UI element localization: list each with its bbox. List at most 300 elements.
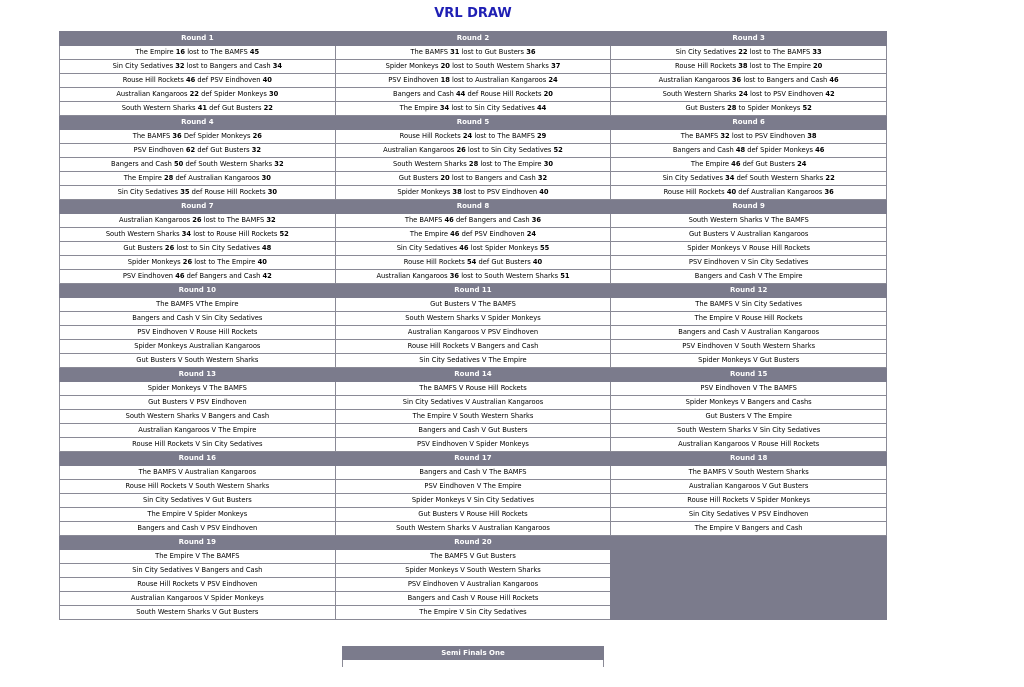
score-b: 42 [825,90,835,98]
game-cell [611,130,887,144]
game-row [60,340,887,354]
team-a: Sin City Sedatives [675,48,737,56]
game-cell [60,424,336,438]
team-a: South Western Sharks [662,90,737,98]
team-a: Rouse Hill Rockets [674,62,737,70]
team-a: The BAMFS [680,132,719,140]
score-a: 31 [450,48,460,56]
score-a: 40 [726,188,737,196]
team-a: Bangers and Cash [672,146,734,154]
game-cell [335,424,611,438]
score-a: 35 [180,188,190,196]
game-cell [611,214,887,228]
fixture-text: The Empire V South Western Sharks [412,412,534,420]
team-b: PSV Eindhoven [773,90,824,98]
team-a: Rouse Hill Rockets [122,76,184,84]
result-verb: lost to [461,48,483,56]
game-cell [611,410,887,424]
team-a: Australian Kangaroos [376,272,448,280]
game-cell [60,410,336,424]
fixture-text: Bangers and Cash V Sin City Sedatives [132,314,263,322]
team-a: Australian Kangaroos [658,76,730,84]
fixture-text: The Empire V Sin City Sedatives [419,608,527,616]
team-b: Australian Kangaroos [475,76,547,84]
fixture-text: Rouse Hill Rockets V South Western Sharks [125,482,270,490]
score-a: 46 [450,230,460,238]
result-verb: lost to [461,272,483,280]
result-verb: def [455,216,467,224]
game-cell [611,354,887,368]
game-cell [60,326,336,340]
result-verb: def [191,188,203,196]
score-b: 45 [249,48,260,56]
game-cell [611,522,887,536]
game-row [60,396,887,410]
team-b: Rouse Hill Rockets [480,90,542,98]
game-cell [335,172,611,186]
team-a: Rouse Hill Rockets [403,258,465,266]
score-a: 22 [738,48,748,56]
team-a: Gut Busters [398,174,439,182]
fixture-text: Gut Busters V Rouse Hill Rockets [418,510,528,518]
result-verb: lost to [749,62,771,70]
team-b: PSV Eindhoven [486,188,538,196]
team-a: South Western Sharks [105,230,180,238]
team-a: Rouse Hill Rockets [399,132,461,140]
team-b: South Western Sharks [749,174,824,182]
score-b: 36 [526,48,536,56]
result-verb: lost to [451,174,473,182]
score-b: 40 [539,188,549,196]
team-b: Sin City Sedatives [490,146,552,154]
fixture-text: The Empire V Bangers and Cash [694,524,803,532]
fixture-text: South Western Sharks V Sin City Sedatives [677,426,821,434]
team-b: Spider Monkeys [197,132,251,140]
score-b: 32 [266,216,276,224]
game-row [60,130,887,144]
score-a: 46 [175,272,185,280]
score-b: 55 [539,244,550,252]
team-b: Gut Busters [484,48,525,56]
game-cell [60,550,336,564]
game-cell [60,298,336,312]
game-row [60,466,887,480]
score-a: 54 [467,258,477,266]
game-row [60,88,887,102]
game-cell [60,102,336,116]
fixture-text: Bangers and Cash V Rouse Hill Rockets [407,594,539,602]
game-cell [335,606,611,620]
game-cell [611,508,887,522]
round-header: Round 20 [335,536,611,550]
game-cell [335,550,611,564]
fixture-text: Gut Busters V South Western Sharks [136,356,259,364]
team-a: The Empire [409,230,448,238]
game-cell [60,312,336,326]
game-cell [611,228,887,242]
game-cell [611,172,887,186]
round-header: Round 9 [611,200,887,214]
fixture-text: The Empire V Rouse Hill Rockets [694,314,803,322]
team-a: South Western Sharks [392,160,467,168]
score-a: 44 [456,90,466,98]
score-a: 34 [181,230,192,238]
fixture-text: The BAMFS V South Western Sharks [688,468,809,476]
score-a: 26 [192,216,202,224]
fixture-text: The Empire V Spider Monkeys [147,510,248,518]
fixture-text: Rouse Hill Rockets V Spider Monkeys [687,496,811,504]
score-a: 48 [735,146,746,154]
game-cell [60,228,336,242]
round-header: Round 4 [60,116,336,130]
team-b: The BAMFS [210,48,248,56]
game-row [60,298,887,312]
team-b: Spider Monkeys [484,244,538,252]
score-a: 24 [738,90,748,98]
game-cell [335,382,611,396]
team-b: Bangers and Cash [766,76,828,84]
game-cell [335,60,611,74]
score-b: 40 [532,258,543,266]
game-cell [335,256,611,270]
score-b: 44 [537,104,547,112]
team-a: Spider Monkeys [385,62,439,70]
result-verb: Def [183,132,196,140]
game-cell [611,466,887,480]
game-row [60,256,887,270]
game-cell [335,466,611,480]
result-verb: lost to [480,160,502,168]
fixture-text: Spider Monkeys Australian Kangaroos [134,342,261,350]
team-b: Gut Busters [210,146,250,154]
fixture-text: Australian Kangaroos V The Empire [138,426,257,434]
team-a: The BAMFS [404,216,443,224]
result-verb: lost to [187,48,209,56]
team-a: PSV Eindhoven [133,146,184,154]
game-row [60,382,887,396]
team-b: Rouse Hill Rockets [204,188,266,196]
team-a: Rouse Hill Rockets [663,188,725,196]
round-header: Round 10 [60,284,336,298]
score-a: 50 [174,160,184,168]
fixture-text: Gut Busters V PSV Eindhoven [148,398,247,406]
score-b: 26 [252,132,262,140]
game-row [60,438,887,452]
result-verb: def [467,90,479,98]
game-cell [611,256,887,270]
result-verb: lost to [467,146,489,154]
game-cell [335,88,611,102]
round-header-row [60,452,887,466]
result-verb: def [461,230,473,238]
round-header: Round 17 [335,452,611,466]
round-header: Round 15 [611,368,887,382]
score-b: 32 [251,146,262,154]
team-a: Sin City Sedatives [117,188,179,196]
fixture-text: South Western Sharks V Gut Busters [136,608,259,616]
semi-finals-body [342,660,604,667]
game-cell [60,256,336,270]
score-a: 18 [440,76,450,84]
game-cell [60,46,336,60]
fixture-text: South Western Sharks V Spider Monkeys [405,314,541,322]
fixture-text: The BAMFS V Sin City Sedatives [695,300,803,308]
team-b: Spider Monkeys [760,146,814,154]
game-cell [60,242,336,256]
round-header-row [60,536,887,550]
score-a: 26 [182,258,193,266]
fixture-text: Australian Kangaroos V Gut Busters [688,482,809,490]
game-cell [60,74,336,88]
game-row [60,354,887,368]
game-row [60,242,887,256]
result-verb: lost to [452,62,473,70]
team-a: Gut Busters [123,244,163,252]
round-header-row [60,116,887,130]
game-cell [60,466,336,480]
fixture-text: Bangers and Cash V The BAMFS [419,468,527,476]
game-cell [611,396,887,410]
game-row [60,326,887,340]
score-b: 24 [526,230,537,238]
game-cell [611,144,887,158]
result-verb: def [186,272,198,280]
score-a: 46 [185,76,196,84]
team-a: PSV Eindhoven [388,76,439,84]
team-a: The BAMFS [410,48,448,56]
score-a: 24 [462,132,473,140]
game-row [60,270,887,284]
round-header-row [60,284,887,298]
score-a: 34 [725,174,735,182]
fixture-text: PSV Eindhoven V South Western Sharks [682,342,816,350]
fixture-text: Rouse Hill Rockets V Bangers and Cash [407,342,539,350]
game-cell [335,144,611,158]
game-cell [60,158,336,172]
game-row [60,424,887,438]
score-b: 20 [543,90,553,98]
game-cell [335,592,611,606]
fixture-text: Spider Monkeys V Sin City Sedatives [411,496,535,504]
team-a: The Empire [399,104,438,112]
round-header: Round 7 [60,200,336,214]
team-b: The BAMFS [772,48,811,56]
team-b: South Western Sharks [198,160,273,168]
score-b: 32 [537,174,548,182]
fixture-text: Australian Kangaroos V Spider Monkeys [130,594,264,602]
fixture-text: PSV Eindhoven V The Empire [424,482,522,490]
score-b: 30 [543,160,553,168]
game-row [60,186,887,200]
round-header: Round 16 [60,452,336,466]
team-a: Spider Monkeys [397,188,451,196]
score-a: 38 [738,62,748,70]
score-b: 52 [802,104,812,112]
fixture-text: Spider Monkeys V Bangers and Cashs [685,398,812,406]
score-a: 26 [164,244,175,252]
score-a: 22 [189,90,199,98]
game-cell [60,508,336,522]
score-b: 37 [551,62,561,70]
result-verb: def [478,258,490,266]
page-title: VRL DRAW [434,6,512,21]
game-row [60,410,887,424]
fixture-text: The BAMFS V Australian Kangaroos [138,468,257,476]
fixture-text: Gut Busters V Australian Kangaroos [688,230,809,238]
team-a: The Empire [123,174,162,182]
result-verb: to [738,104,746,112]
team-b: South Western Sharks [484,272,559,280]
score-a: 36 [449,272,460,280]
score-a: 41 [197,104,207,112]
game-cell [335,354,611,368]
game-row [60,508,887,522]
team-a: Australian Kangaroos [116,90,188,98]
score-b: 29 [537,132,547,140]
game-cell [335,480,611,494]
game-cell [611,312,887,326]
game-row [60,158,887,172]
fixture-text: Rouse Hill Rockets V Sin City Sedatives [132,440,263,448]
score-a: 20 [440,62,450,70]
fixture-text: PSV Eindhoven V Spider Monkeys [417,440,529,448]
score-b: 30 [261,174,271,182]
game-cell [60,494,336,508]
game-cell [335,522,611,536]
round-header-row [60,368,887,382]
game-cell [335,340,611,354]
round-header: Round 1 [60,32,336,46]
game-cell [335,326,611,340]
game-cell [60,382,336,396]
game-cell [60,354,336,368]
score-a: 46 [731,160,741,168]
game-cell [60,340,336,354]
fixture-text: South Western Sharks V The BAMFS [688,216,809,224]
round-header: Round 5 [335,116,611,130]
team-b: Gut Busters [755,160,795,168]
score-b: 40 [257,258,267,266]
score-b: 36 [824,188,834,196]
score-b: 36 [531,216,542,224]
game-cell [60,438,336,452]
team-b: PSV Eindhoven [754,132,806,140]
game-row [60,74,887,88]
team-b: The Empire [217,258,256,266]
fixture-text: Australian Kangaroos V PSV Eindhoven [407,328,539,336]
game-row [60,494,887,508]
score-b: 22 [263,104,273,112]
fixture-text: Spider Monkeys V Rouse Hill Rockets [687,244,811,252]
team-a: The Empire [690,160,730,168]
game-cell [611,60,887,74]
result-verb: lost to [463,188,485,196]
round-header: Round 11 [335,284,611,298]
score-a: 28 [727,104,737,112]
team-b: The Empire [772,62,811,70]
score-a: 28 [163,174,174,182]
semi-finals-section [342,646,604,666]
game-cell [60,396,336,410]
game-cell [60,480,336,494]
game-row [60,312,887,326]
score-b: 38 [807,132,817,140]
score-b: 24 [548,76,558,84]
game-cell [611,340,887,354]
result-verb: def [747,146,758,154]
game-cell [335,494,611,508]
score-b: 52 [279,230,289,238]
fixture-text: Spider Monkeys V The BAMFS [147,384,247,392]
fixture-text: The BAMFS V Gut Busters [430,552,516,560]
game-row [60,60,887,74]
score-a: 36 [731,76,742,84]
game-row [60,144,887,158]
team-b: Bangers and Cash [474,174,536,182]
team-b: The BAMFS [226,216,265,224]
fixture-text: The BAMFS V Rouse Hill Rockets [419,384,527,392]
score-b: 40 [262,76,272,84]
game-row [60,214,887,228]
draw-table [59,31,887,620]
team-b: Australian Kangaroos [188,174,260,182]
fixture-text: PSV Eindhoven V Australian Kangaroos [407,580,539,588]
score-b: 34 [272,62,283,70]
score-a: 36 [172,132,182,140]
score-a: 32 [175,62,185,70]
game-cell [335,242,611,256]
result-verb: lost to [186,62,208,70]
game-cell [611,480,887,494]
score-a: 26 [456,146,466,154]
result-verb: lost to [176,244,198,252]
game-cell [335,186,611,200]
game-cell [611,102,887,116]
game-cell [611,438,887,452]
score-b: 52 [553,146,563,154]
fixture-text: PSV Eindhoven V Sin City Sedatives [688,258,809,266]
team-a: PSV Eindhoven [122,272,174,280]
round-header: Round 12 [611,284,887,298]
result-verb: lost to [749,48,771,56]
score-a: 62 [185,146,196,154]
fixture-text: The BAMFS VThe Empire [156,300,239,308]
game-cell [60,130,336,144]
game-cell [611,382,887,396]
score-b: 24 [797,160,807,168]
score-a: 46 [444,216,454,224]
game-cell [60,144,336,158]
result-verb: def [201,90,212,98]
score-a: 34 [439,104,450,112]
result-verb: def [185,160,197,168]
team-b: Spider Monkeys [747,104,801,112]
game-cell [611,242,887,256]
round-header: Round 18 [611,452,887,466]
game-cell [335,270,611,284]
game-cell [335,74,611,88]
fixture-text: Sin City Sedatives V PSV Eindhoven [688,510,809,518]
result-verb: lost to [743,76,765,84]
game-cell [60,214,336,228]
round-header: Round 13 [60,368,336,382]
team-b: The BAMFS [497,132,535,140]
score-a: 20 [440,174,450,182]
game-cell [611,88,887,102]
team-a: Australian Kangaroos [383,146,455,154]
game-row [60,480,887,494]
game-cell [611,74,887,88]
